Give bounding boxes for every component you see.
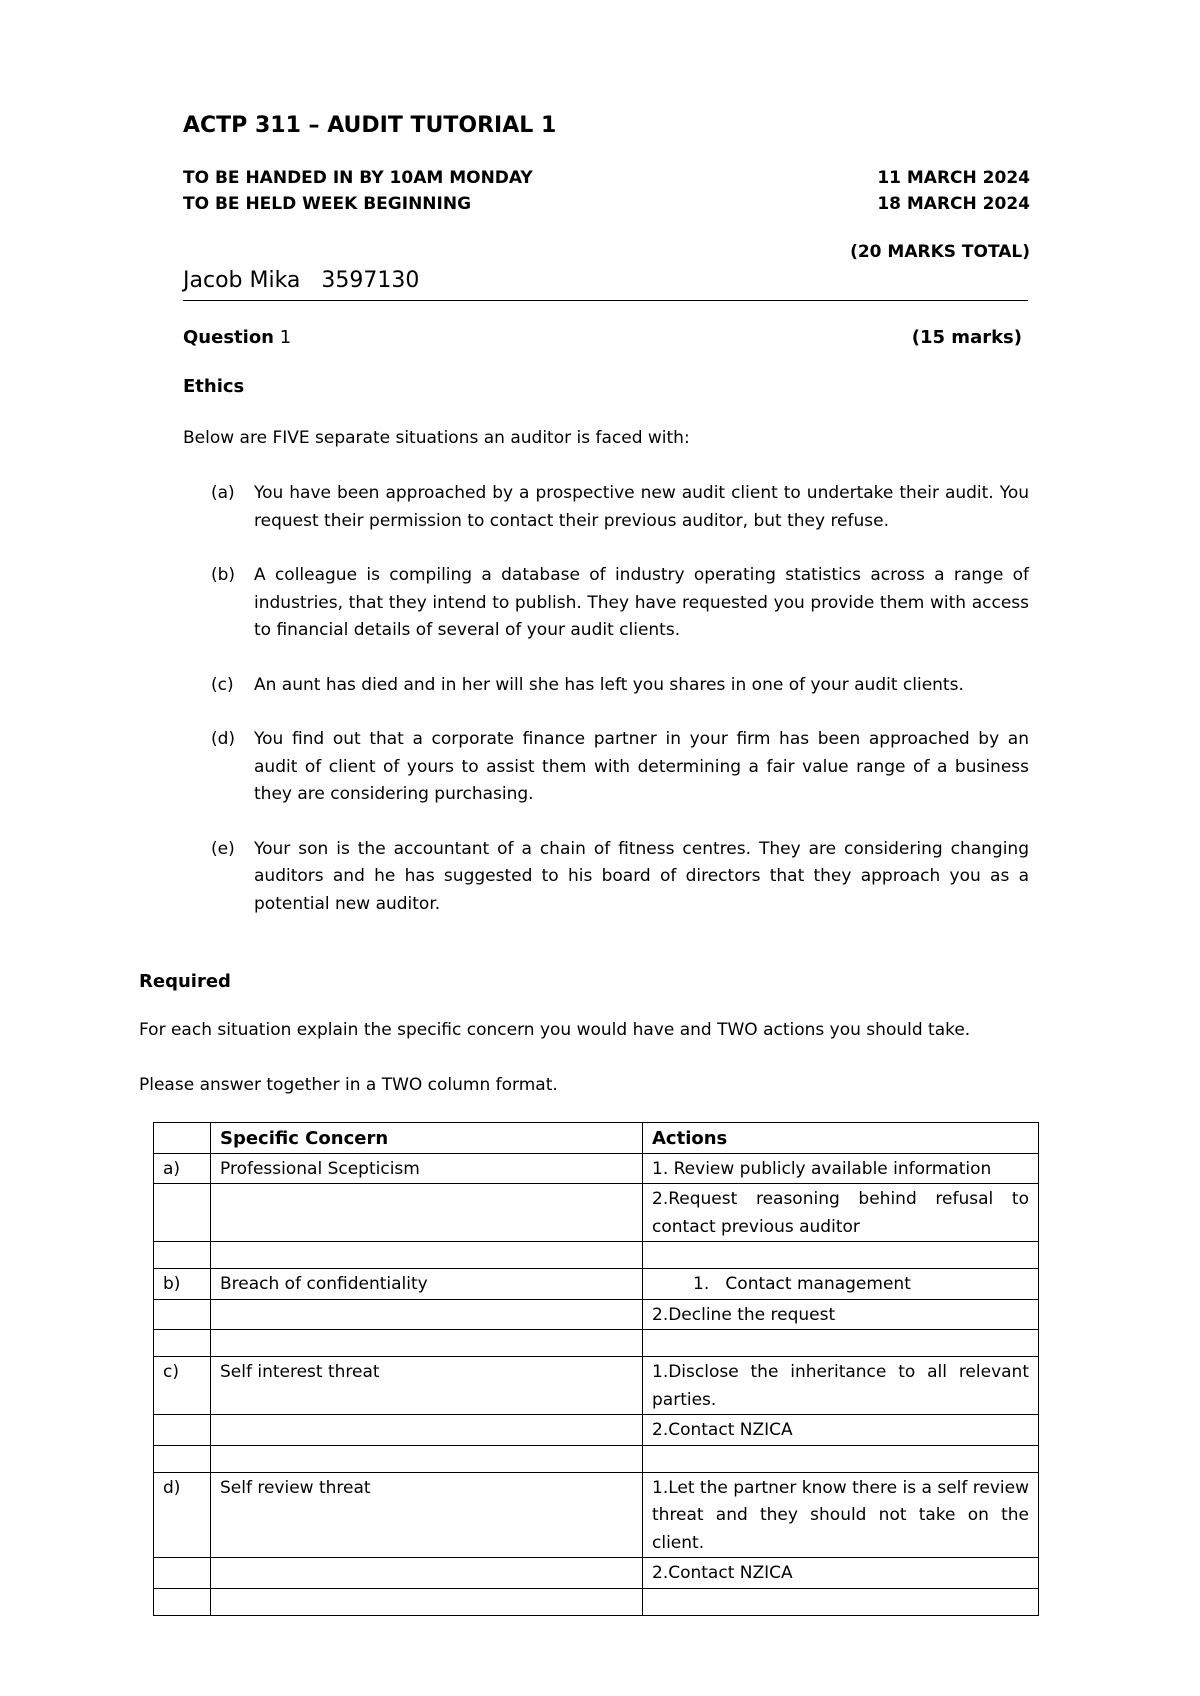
header-actions: Actions (643, 1123, 1039, 1154)
situation-d (211, 726, 1029, 809)
required-heading: Required (139, 971, 231, 992)
situation-text: A colleague is compiling a database of industry operating statistics across a range of industries, that they intend to publish. They have requested you provide them with access to financial details of several of your audit clients. (254, 565, 1029, 640)
concern-cell: Professional Scepticism (211, 1153, 643, 1184)
action-cell: 1. Contact management (643, 1269, 1039, 1300)
question-label (183, 327, 291, 348)
row-label: b) (154, 1269, 211, 1300)
table-row (154, 1415, 1039, 1446)
situation-text: An aunt has died and in her will she has left you shares in one of your audit clients. (254, 674, 964, 695)
row-label (154, 1299, 211, 1330)
handin-date: 11 MARCH 2024 (877, 168, 1030, 188)
action-cell: 1.Disclose the inheritance to all relevant parties. (643, 1357, 1039, 1415)
question-number: 1 (274, 327, 292, 348)
table-header-row (154, 1123, 1039, 1154)
concern-cell (211, 1415, 643, 1446)
table-row (154, 1269, 1039, 1300)
table-row (154, 1299, 1039, 1330)
situation-label: (c) (211, 674, 234, 695)
header-specific-concern: Specific Concern (211, 1123, 643, 1154)
table-row (154, 1357, 1039, 1415)
table-row (154, 1588, 1039, 1615)
concern-cell: Self interest threat (211, 1357, 643, 1415)
row-label: a) (154, 1153, 211, 1184)
table-row (154, 1184, 1039, 1242)
concern-cell: Breach of confidentiality (211, 1269, 643, 1300)
header-cell (154, 1123, 211, 1154)
answer-table (153, 1122, 1039, 1616)
concern-cell (211, 1242, 643, 1269)
table-row (154, 1153, 1039, 1184)
concern-cell (211, 1299, 643, 1330)
marks-total: (20 MARKS TOTAL) (850, 242, 1030, 262)
action-cell: 2.Request reasoning behind refusal to contact previous auditor (643, 1184, 1039, 1242)
question-marks: (15 marks) (911, 327, 1022, 348)
action-cell (643, 1242, 1039, 1269)
action-cell (643, 1588, 1039, 1615)
held-label: TO BE HELD WEEK BEGINNING (183, 194, 472, 214)
table-row (154, 1472, 1039, 1558)
concern-cell (211, 1330, 643, 1357)
row-label (154, 1558, 211, 1589)
situation-b (211, 562, 1029, 645)
held-date: 18 MARCH 2024 (877, 194, 1030, 214)
situation-label: (d) (211, 729, 236, 749)
situation-a (211, 480, 1029, 535)
action-cell: 2.Contact NZICA (643, 1415, 1039, 1446)
action-cell: 1. Review publicly available information (643, 1153, 1039, 1184)
table-row (154, 1242, 1039, 1269)
row-label (154, 1588, 211, 1615)
question-word: Question (183, 327, 274, 348)
situations-list (211, 480, 1029, 945)
situation-label: (b) (211, 565, 236, 585)
situation-label: (e) (211, 838, 235, 859)
situation-label: (a) (211, 483, 235, 503)
concern-cell (211, 1184, 643, 1242)
row-label: d) (154, 1472, 211, 1558)
concern-cell (211, 1558, 643, 1589)
student-name-id: Jacob Mika 3597130 (183, 268, 420, 293)
situation-text: You have been approached by a prospective new audit client to undertake their audit. You request their permission to contact their previous auditor, but they refuse. (254, 483, 1029, 531)
document-title: ACTP 311 – AUDIT TUTORIAL 1 (183, 113, 557, 138)
action-cell: 2.Decline the request (643, 1299, 1039, 1330)
table-row (154, 1445, 1039, 1472)
table-row (154, 1558, 1039, 1589)
situation-e (211, 836, 1029, 919)
concern-cell: Self review threat (211, 1472, 643, 1558)
action-cell (643, 1330, 1039, 1357)
row-label (154, 1330, 211, 1357)
topic-heading: Ethics (183, 376, 245, 397)
row-label (154, 1184, 211, 1242)
situation-text: You find out that a corporate finance partner in your firm has been approached by an audit of client of yours to assist them with determining a fair value range of a business they are considering purchasing. (254, 729, 1029, 804)
row-label (154, 1242, 211, 1269)
header-divider (183, 300, 1028, 301)
concern-cell (211, 1445, 643, 1472)
concern-cell (211, 1588, 643, 1615)
required-instruction: For each situation explain the specific concern you would have and TWO actions you should take. (139, 1020, 971, 1040)
action-cell: 2.Contact NZICA (643, 1558, 1039, 1589)
handin-label: TO BE HANDED IN BY 10AM MONDAY (183, 168, 533, 188)
action-cell: 1.Let the partner know there is a self review threat and they should not take on the client. (643, 1472, 1039, 1558)
table-row (154, 1330, 1039, 1357)
row-label (154, 1415, 211, 1446)
format-instruction: Please answer together in a TWO column format. (139, 1075, 558, 1095)
row-label: c) (154, 1357, 211, 1415)
situation-text: Your son is the accountant of a chain of fitness centres. They are considering changing auditors and he has suggested to his board of directors that they approach you as a potential new auditor. (254, 838, 1029, 914)
action-cell (643, 1445, 1039, 1472)
situation-c (211, 672, 1029, 700)
intro-text: Below are FIVE separate situations an auditor is faced with: (183, 428, 690, 448)
row-label (154, 1445, 211, 1472)
